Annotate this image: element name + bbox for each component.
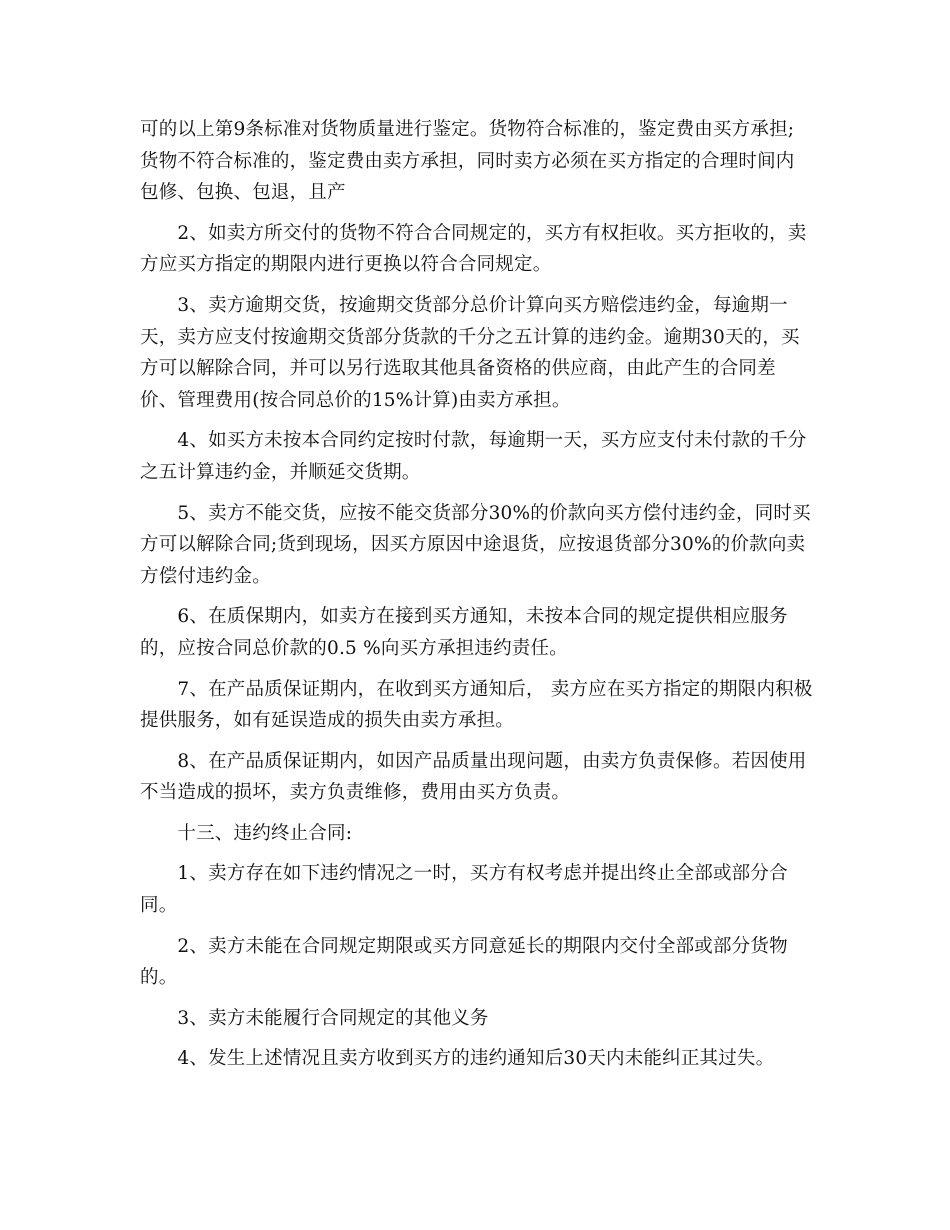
paragraph-spacer xyxy=(140,849,820,858)
paragraph-spacer xyxy=(140,489,820,498)
paragraph xyxy=(140,425,820,488)
text-line: 5、卖方不能交货，应按不能交货部分30%的价款向买方偿付违约金，同时买 xyxy=(140,502,811,524)
text-line: 十三、违约终止合同: xyxy=(140,822,353,844)
text-line: 2、卖方未能在合同规定期限或买方同意延长的期限内交付全部或部分货物 xyxy=(140,935,788,957)
text-line: 2、如卖方所交付的货物不符合合同规定的，买方有权拒收。买方拒收的，卖 xyxy=(140,222,807,244)
paragraph-spacer xyxy=(140,592,820,601)
text-line: 价、管理费用(按合同总价的15%计算)由卖方承担。 xyxy=(140,389,571,411)
text-line: 同。 xyxy=(140,895,178,917)
paragraph-spacer xyxy=(140,922,820,931)
paragraph xyxy=(140,858,820,921)
text-line: 8、在产品质保证期内，如因产品质量出现问题，由卖方负责保修。若因使用 xyxy=(140,750,807,772)
paragraph xyxy=(140,818,820,850)
paragraph-spacer xyxy=(140,994,820,1003)
text-line: 的，应按合同总价款的0.5 %向买方承担违约责任。 xyxy=(140,637,568,659)
paragraph xyxy=(140,498,820,593)
text-line: 方可以解除合同，并可以另行选取其他具备资格的供应商，由此产生的合同差 xyxy=(140,358,776,380)
text-line: 的。 xyxy=(140,967,178,989)
paragraph-spacer xyxy=(140,416,820,425)
paragraph-spacer xyxy=(140,281,820,290)
text-line: 3、卖方逾期交货，按逾期交货部分总价计算向买方赔偿违约金，每逾期一 xyxy=(140,294,788,316)
text-line: 4、发生上述情况且卖方收到买方的违约通知后30天内未能纠正其过失。 xyxy=(140,1048,775,1070)
text-line: 方可以解除合同;货到现场，因买方原因中途退货，应按退货部分30%的价款向卖 xyxy=(140,534,806,556)
paragraph xyxy=(140,746,820,809)
text-line: 方偿付违约金。 xyxy=(140,565,271,587)
text-line: 方应买方指定的期限内进行更换以符合合同规定。 xyxy=(140,254,552,276)
paragraph xyxy=(140,601,820,664)
document-body xyxy=(140,114,820,1075)
text-line: 货物不符合标准的，鉴定费由卖方承担，同时卖方必须在买方指定的合理时间内 xyxy=(140,150,795,172)
text-line: 可的以上第9条标准对货物质量进行鉴定。货物符合标准的，鉴定费由买方承担; xyxy=(140,119,795,140)
paragraph-spacer xyxy=(140,737,820,746)
text-line: 包修、包换、包退，且产 xyxy=(140,182,346,204)
paragraph xyxy=(140,114,820,209)
text-line: 1、卖方存在如下违约情况之一时，买方有权考虑并提出终止全部或部分合 xyxy=(140,863,788,885)
text-line: 之五计算违约金，并顺延交货期。 xyxy=(140,461,421,483)
text-line: 天，卖方应支付按逾期交货部分货款的千分之五计算的违约金。逾期30天的，买 xyxy=(140,326,800,348)
text-line: 6、在质保期内，如卖方在接到买方通知，未按本合同的规定提供相应服务 xyxy=(140,606,788,628)
text-line: 提供服务，如有延误造成的损失由卖方承担。 xyxy=(140,710,515,732)
paragraph xyxy=(140,931,820,994)
paragraph xyxy=(140,1043,820,1075)
text-line: 3、卖方未能履行合同规定的其他义务 xyxy=(140,1007,489,1029)
paragraph-spacer xyxy=(140,665,820,674)
text-line: 不当造成的损坏，卖方负责维修，费用由买方负责。 xyxy=(140,782,571,804)
paragraph-spacer xyxy=(140,1034,820,1043)
paragraph xyxy=(140,674,820,737)
paragraph-spacer xyxy=(140,209,820,218)
text-line: 7、在产品质保证期内，在收到买方通知后， 卖方应在买方指定的期限内积极 xyxy=(140,678,813,700)
paragraph xyxy=(140,290,820,416)
text-line: 4、如买方未按本合同约定按时付款，每逾期一天，买方应支付未付款的千分 xyxy=(140,430,807,452)
paragraph-spacer xyxy=(140,809,820,818)
paragraph xyxy=(140,218,820,281)
paragraph xyxy=(140,1003,820,1035)
